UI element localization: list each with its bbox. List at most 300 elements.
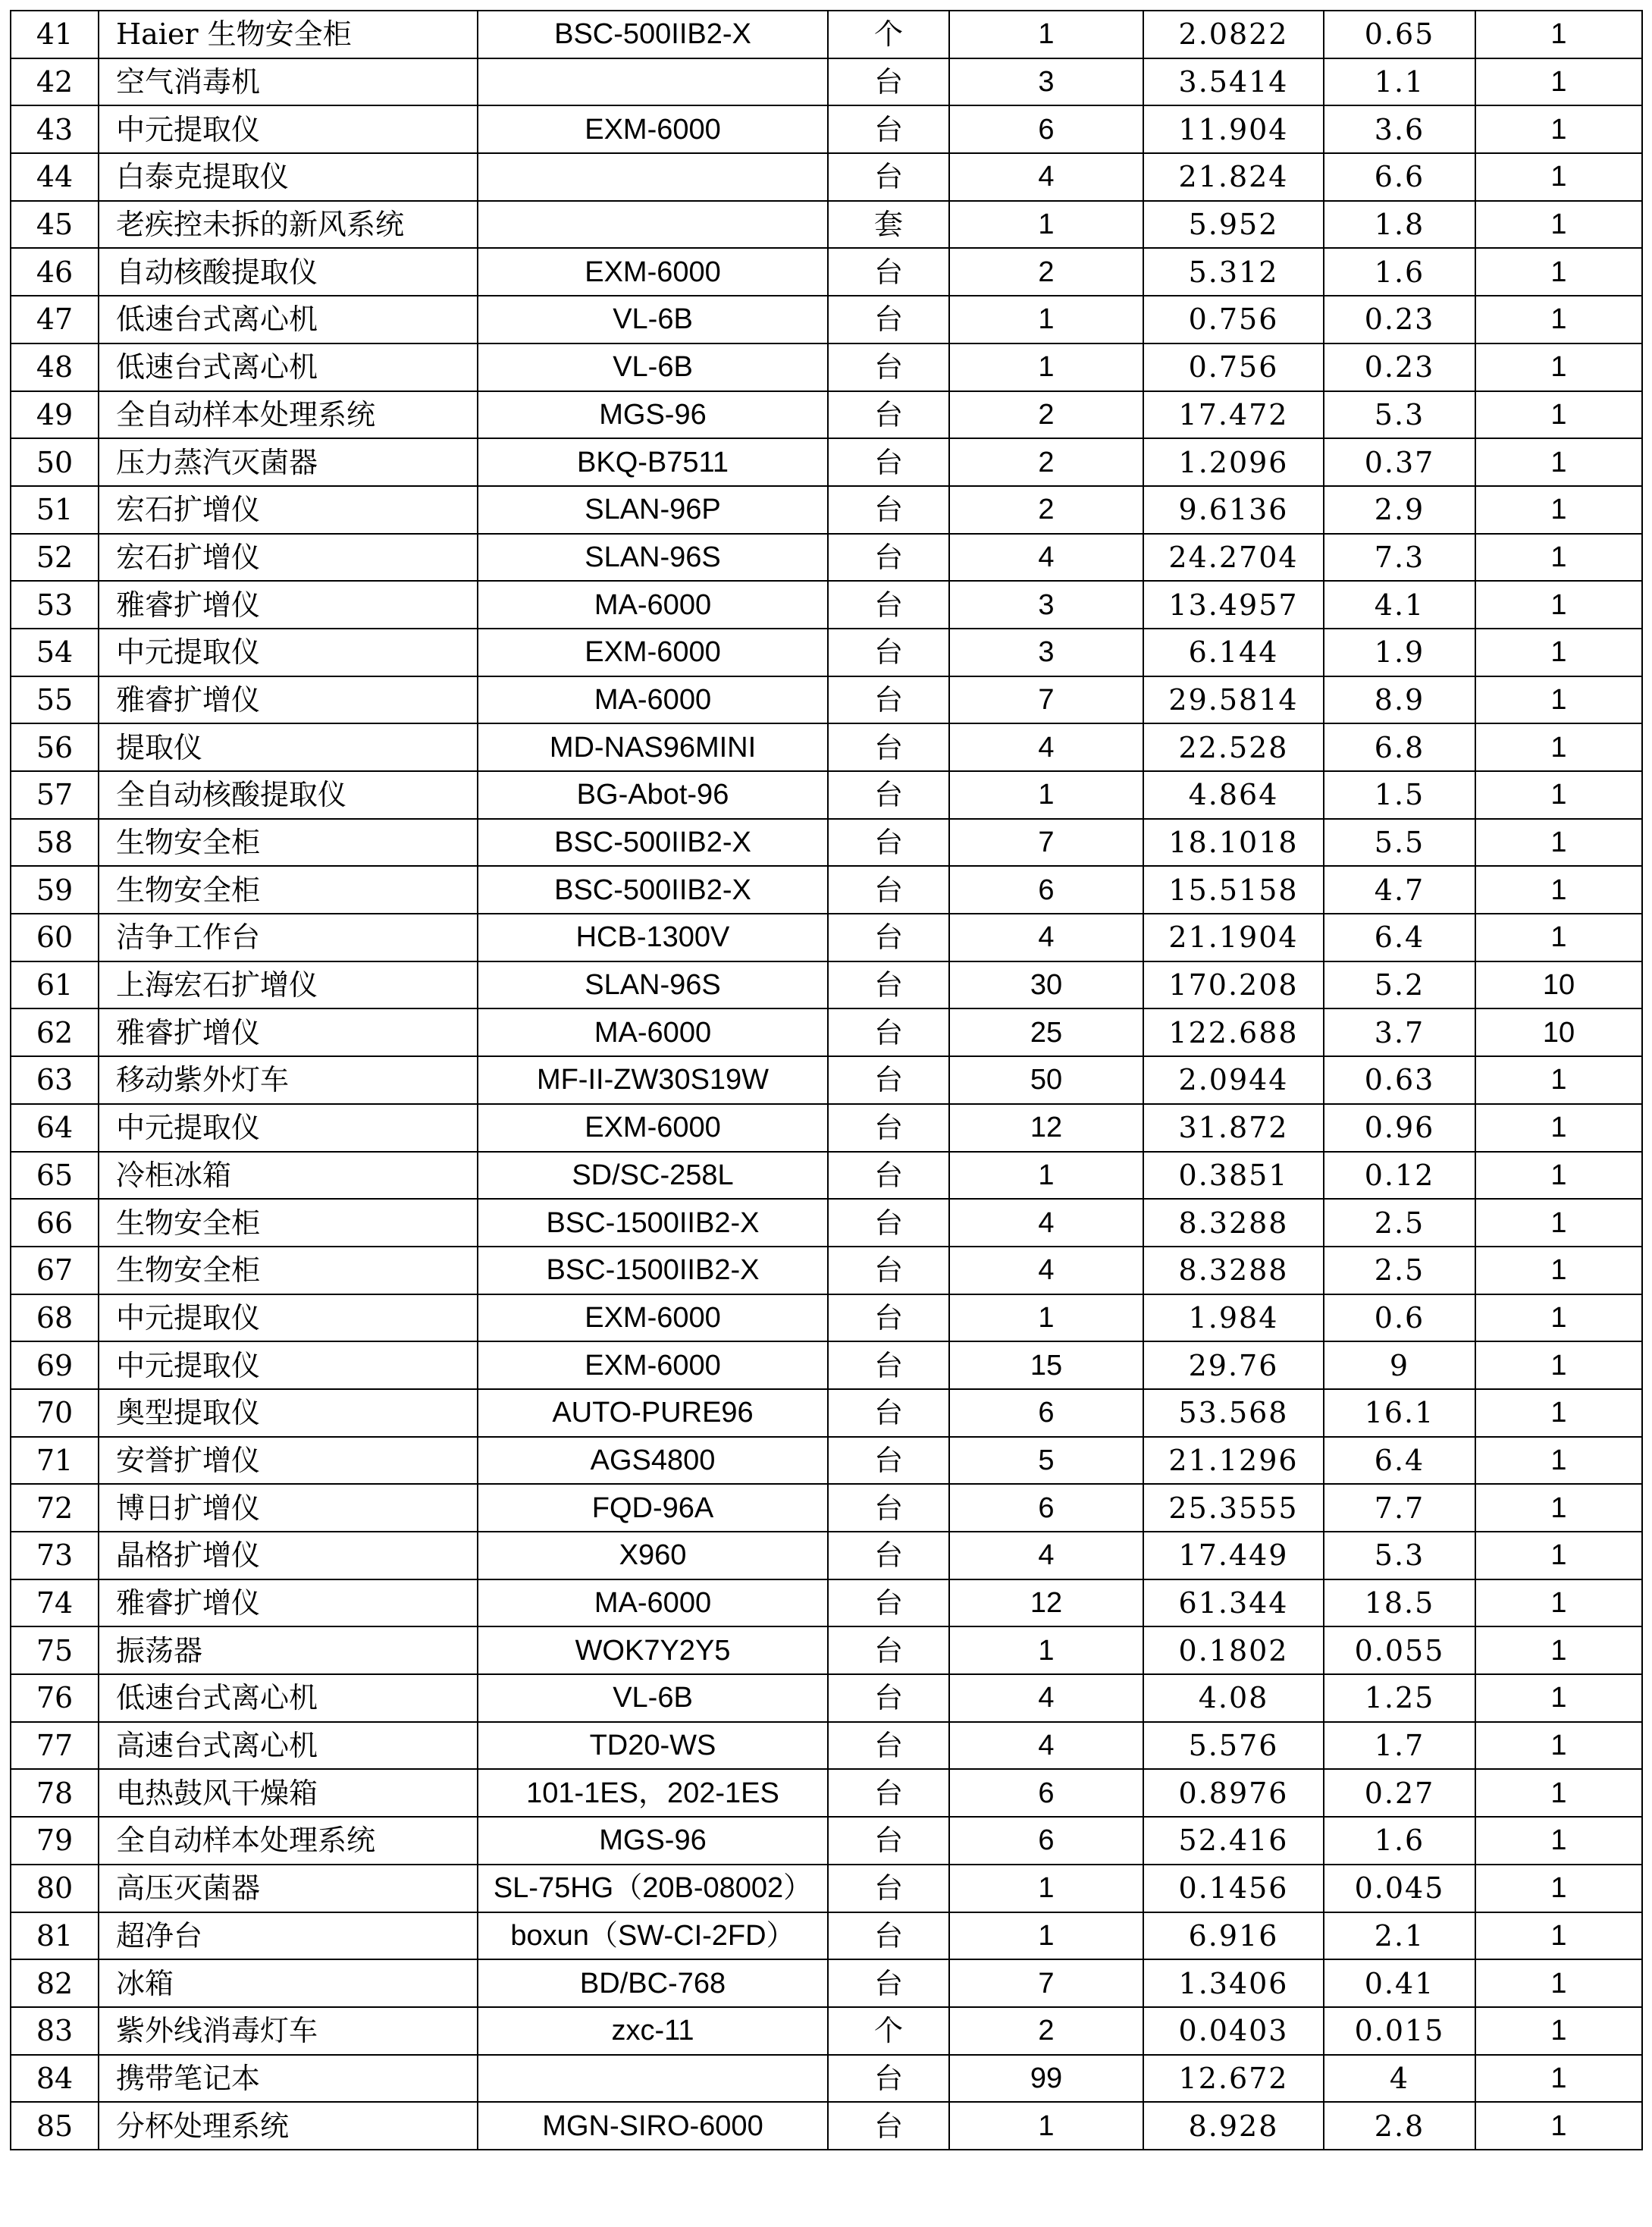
value-1-cell: 6.144 (1143, 629, 1324, 676)
unit-cell: 台 (828, 1294, 949, 1342)
model-number-cell: MF-II-ZW30S19W (478, 1056, 828, 1104)
row-number-cell: 50 (11, 438, 99, 486)
unit-cell: 台 (828, 1674, 949, 1722)
row-number-cell: 51 (11, 486, 99, 534)
model-number-cell: EXM-6000 (478, 1341, 828, 1389)
model-number-cell: BD/BC-768 (478, 1959, 828, 2007)
row-number-cell: 80 (11, 1865, 99, 1912)
last-column-cell: 1 (1475, 343, 1642, 391)
quantity-cell: 2 (949, 438, 1143, 486)
last-column-cell: 1 (1475, 1674, 1642, 1722)
model-number-cell: BSC-500IIB2-X (478, 819, 828, 867)
equipment-name-cell: 上海宏石扩增仪 (99, 961, 478, 1009)
unit-cell: 台 (828, 1912, 949, 1960)
model-number-cell: boxun（SW-CI-2FD） (478, 1912, 828, 1960)
table-row (11, 201, 1642, 249)
value-2-cell: 2.5 (1324, 1199, 1475, 1247)
table-row (11, 486, 1642, 534)
quantity-cell: 3 (949, 629, 1143, 676)
quantity-cell: 4 (949, 914, 1143, 961)
table-row (11, 1056, 1642, 1104)
value-1-cell: 6.916 (1143, 1912, 1324, 1960)
quantity-cell: 4 (949, 1199, 1143, 1247)
equipment-name-cell: 提取仪 (99, 723, 478, 771)
model-number-cell: MA-6000 (478, 1008, 828, 1056)
value-2-cell: 1.6 (1324, 248, 1475, 296)
value-1-cell: 8.928 (1143, 2102, 1324, 2150)
quantity-cell: 1 (949, 1152, 1143, 1200)
quantity-cell: 50 (949, 1056, 1143, 1104)
unit-cell: 台 (828, 819, 949, 867)
quantity-cell: 4 (949, 1532, 1143, 1579)
row-number-cell: 66 (11, 1199, 99, 1247)
table-row (11, 1722, 1642, 1770)
last-column-cell: 1 (1475, 1341, 1642, 1389)
model-number-cell: EXM-6000 (478, 1104, 828, 1152)
model-number-cell: TD20-WS (478, 1722, 828, 1770)
row-number-cell: 42 (11, 58, 99, 106)
value-1-cell: 21.1296 (1143, 1437, 1324, 1485)
quantity-cell: 99 (949, 2055, 1143, 2103)
unit-cell: 台 (828, 105, 949, 153)
value-2-cell: 0.6 (1324, 1294, 1475, 1342)
unit-cell: 台 (828, 1247, 949, 1294)
last-column-cell: 1 (1475, 1912, 1642, 1960)
value-2-cell: 16.1 (1324, 1389, 1475, 1437)
equipment-table (10, 10, 1643, 2150)
value-2-cell: 6.8 (1324, 723, 1475, 771)
value-2-cell: 5.5 (1324, 819, 1475, 867)
value-2-cell: 2.8 (1324, 2102, 1475, 2150)
model-number-cell: EXM-6000 (478, 105, 828, 153)
equipment-name-cell: 电热鼓风干燥箱 (99, 1769, 478, 1817)
equipment-name-cell: 中元提取仪 (99, 1341, 478, 1389)
equipment-name-cell: 宏石扩增仪 (99, 486, 478, 534)
value-1-cell: 1.2096 (1143, 438, 1324, 486)
last-column-cell: 10 (1475, 961, 1642, 1009)
row-number-cell: 45 (11, 201, 99, 249)
quantity-cell: 1 (949, 296, 1143, 343)
equipment-name-cell: 中元提取仪 (99, 105, 478, 153)
last-column-cell: 1 (1475, 438, 1642, 486)
equipment-name-cell: 全自动样本处理系统 (99, 391, 478, 439)
last-column-cell: 1 (1475, 1199, 1642, 1247)
last-column-cell: 1 (1475, 771, 1642, 819)
value-1-cell: 5.576 (1143, 1722, 1324, 1770)
row-number-cell: 78 (11, 1769, 99, 1817)
value-1-cell: 4.08 (1143, 1674, 1324, 1722)
quantity-cell: 7 (949, 676, 1143, 724)
model-number-cell (478, 2055, 828, 2103)
value-1-cell: 0.1456 (1143, 1865, 1324, 1912)
quantity-cell: 5 (949, 1437, 1143, 1485)
row-number-cell: 62 (11, 1008, 99, 1056)
model-number-cell: MD-NAS96MINI (478, 723, 828, 771)
value-2-cell: 0.96 (1324, 1104, 1475, 1152)
quantity-cell: 4 (949, 534, 1143, 582)
equipment-name-cell: 全自动样本处理系统 (99, 1817, 478, 1865)
table-row (11, 11, 1642, 58)
row-number-cell: 46 (11, 248, 99, 296)
equipment-name-cell: 振荡器 (99, 1626, 478, 1674)
equipment-name-cell: 分杯处理系统 (99, 2102, 478, 2150)
quantity-cell: 4 (949, 1722, 1143, 1770)
quantity-cell: 1 (949, 1294, 1143, 1342)
table-row (11, 1817, 1642, 1865)
row-number-cell: 57 (11, 771, 99, 819)
equipment-name-cell: Haier 生物安全柜 (99, 11, 478, 58)
row-number-cell: 77 (11, 1722, 99, 1770)
value-2-cell: 0.65 (1324, 11, 1475, 58)
equipment-name-cell: 高压灭菌器 (99, 1865, 478, 1912)
last-column-cell: 1 (1475, 2102, 1642, 2150)
equipment-name-cell: 空气消毒机 (99, 58, 478, 106)
value-1-cell: 0.1802 (1143, 1626, 1324, 1674)
unit-cell: 台 (828, 534, 949, 582)
model-number-cell: BSC-500IIB2-X (478, 11, 828, 58)
quantity-cell: 3 (949, 58, 1143, 106)
row-number-cell: 55 (11, 676, 99, 724)
equipment-name-cell: 低速台式离心机 (99, 1674, 478, 1722)
quantity-cell: 2 (949, 486, 1143, 534)
last-column-cell: 1 (1475, 58, 1642, 106)
last-column-cell: 1 (1475, 1294, 1642, 1342)
quantity-cell: 6 (949, 105, 1143, 153)
table-row (11, 819, 1642, 867)
unit-cell: 台 (828, 771, 949, 819)
table-row (11, 1247, 1642, 1294)
unit-cell: 台 (828, 1341, 949, 1389)
table-row (11, 961, 1642, 1009)
unit-cell: 台 (828, 153, 949, 201)
quantity-cell: 1 (949, 201, 1143, 249)
unit-cell: 台 (828, 723, 949, 771)
value-2-cell: 0.37 (1324, 438, 1475, 486)
model-number-cell (478, 58, 828, 106)
row-number-cell: 64 (11, 1104, 99, 1152)
last-column-cell: 1 (1475, 914, 1642, 961)
value-1-cell: 52.416 (1143, 1817, 1324, 1865)
unit-cell: 台 (828, 343, 949, 391)
model-number-cell: WOK7Y2Y5 (478, 1626, 828, 1674)
row-number-cell: 75 (11, 1626, 99, 1674)
last-column-cell: 1 (1475, 1247, 1642, 1294)
last-column-cell: 1 (1475, 866, 1642, 914)
model-number-cell: BSC-1500IIB2-X (478, 1199, 828, 1247)
table-row (11, 58, 1642, 106)
model-number-cell: MGN-SIRO-6000 (478, 2102, 828, 2150)
unit-cell: 台 (828, 1865, 949, 1912)
unit-cell: 个 (828, 11, 949, 58)
value-2-cell: 2.1 (1324, 1912, 1475, 1960)
model-number-cell: SD/SC-258L (478, 1152, 828, 1200)
value-2-cell: 9 (1324, 1341, 1475, 1389)
table-row (11, 771, 1642, 819)
table-row (11, 1199, 1642, 1247)
model-number-cell: SLAN-96S (478, 534, 828, 582)
value-2-cell: 1.5 (1324, 771, 1475, 819)
table-row (11, 629, 1642, 676)
equipment-name-cell: 超净台 (99, 1912, 478, 1960)
table-row (11, 1865, 1642, 1912)
value-1-cell: 2.0822 (1143, 11, 1324, 58)
table-row (11, 1579, 1642, 1627)
row-number-cell: 71 (11, 1437, 99, 1485)
unit-cell: 台 (828, 248, 949, 296)
value-1-cell: 18.1018 (1143, 819, 1324, 867)
value-1-cell: 5.312 (1143, 248, 1324, 296)
model-number-cell: AUTO-PURE96 (478, 1389, 828, 1437)
value-1-cell: 22.528 (1143, 723, 1324, 771)
equipment-name-cell: 博日扩增仪 (99, 1484, 478, 1532)
equipment-name-cell: 压力蒸汽灭菌器 (99, 438, 478, 486)
unit-cell: 台 (828, 1579, 949, 1627)
last-column-cell: 1 (1475, 201, 1642, 249)
quantity-cell: 25 (949, 1008, 1143, 1056)
row-number-cell: 53 (11, 581, 99, 629)
last-column-cell: 1 (1475, 248, 1642, 296)
unit-cell: 台 (828, 391, 949, 439)
value-2-cell: 5.3 (1324, 391, 1475, 439)
value-1-cell: 21.1904 (1143, 914, 1324, 961)
value-2-cell: 2.5 (1324, 1247, 1475, 1294)
table-row (11, 723, 1642, 771)
value-1-cell: 21.824 (1143, 153, 1324, 201)
equipment-name-cell: 雅睿扩增仪 (99, 676, 478, 724)
value-2-cell: 1.6 (1324, 1817, 1475, 1865)
unit-cell: 套 (828, 201, 949, 249)
unit-cell: 台 (828, 1532, 949, 1579)
last-column-cell: 1 (1475, 105, 1642, 153)
table-row (11, 248, 1642, 296)
last-column-cell: 1 (1475, 1626, 1642, 1674)
value-1-cell: 122.688 (1143, 1008, 1324, 1056)
value-2-cell: 6.4 (1324, 1437, 1475, 1485)
equipment-name-cell: 生物安全柜 (99, 819, 478, 867)
unit-cell: 台 (828, 1769, 949, 1817)
row-number-cell: 67 (11, 1247, 99, 1294)
row-number-cell: 72 (11, 1484, 99, 1532)
quantity-cell: 2 (949, 248, 1143, 296)
table-row (11, 1959, 1642, 2007)
equipment-name-cell: 晶格扩增仪 (99, 1532, 478, 1579)
last-column-cell: 1 (1475, 723, 1642, 771)
row-number-cell: 41 (11, 11, 99, 58)
value-1-cell: 0.3851 (1143, 1152, 1324, 1200)
value-2-cell: 5.2 (1324, 961, 1475, 1009)
equipment-name-cell: 低速台式离心机 (99, 343, 478, 391)
value-2-cell: 8.9 (1324, 676, 1475, 724)
row-number-cell: 63 (11, 1056, 99, 1104)
value-1-cell: 61.344 (1143, 1579, 1324, 1627)
last-column-cell: 1 (1475, 296, 1642, 343)
last-column-cell: 1 (1475, 819, 1642, 867)
value-1-cell: 3.5414 (1143, 58, 1324, 106)
quantity-cell: 2 (949, 2007, 1143, 2055)
quantity-cell: 6 (949, 1769, 1143, 1817)
last-column-cell: 1 (1475, 1579, 1642, 1627)
value-1-cell: 2.0944 (1143, 1056, 1324, 1104)
table-row (11, 1104, 1642, 1152)
row-number-cell: 56 (11, 723, 99, 771)
table-row (11, 296, 1642, 343)
value-1-cell: 9.6136 (1143, 486, 1324, 534)
equipment-name-cell: 中元提取仪 (99, 1294, 478, 1342)
unit-cell: 台 (828, 629, 949, 676)
value-1-cell: 17.449 (1143, 1532, 1324, 1579)
last-column-cell: 1 (1475, 676, 1642, 724)
last-column-cell: 1 (1475, 153, 1642, 201)
table-row (11, 391, 1642, 439)
model-number-cell: MA-6000 (478, 581, 828, 629)
unit-cell: 台 (828, 1722, 949, 1770)
value-2-cell: 6.4 (1324, 914, 1475, 961)
value-1-cell: 0.756 (1143, 343, 1324, 391)
last-column-cell: 1 (1475, 534, 1642, 582)
equipment-name-cell: 携带笔记本 (99, 2055, 478, 2103)
model-number-cell: X960 (478, 1532, 828, 1579)
value-2-cell: 0.23 (1324, 343, 1475, 391)
last-column-cell: 1 (1475, 486, 1642, 534)
equipment-name-cell: 洁争工作台 (99, 914, 478, 961)
unit-cell: 台 (828, 1152, 949, 1200)
value-2-cell: 7.3 (1324, 534, 1475, 582)
unit-cell: 台 (828, 1056, 949, 1104)
quantity-cell: 4 (949, 1674, 1143, 1722)
table-row (11, 1341, 1642, 1389)
value-1-cell: 170.208 (1143, 961, 1324, 1009)
value-2-cell: 3.7 (1324, 1008, 1475, 1056)
quantity-cell: 15 (949, 1341, 1143, 1389)
unit-cell: 台 (828, 2055, 949, 2103)
model-number-cell: SLAN-96P (478, 486, 828, 534)
model-number-cell: zxc-11 (478, 2007, 828, 2055)
row-number-cell: 60 (11, 914, 99, 961)
row-number-cell: 76 (11, 1674, 99, 1722)
row-number-cell: 81 (11, 1912, 99, 1960)
equipment-name-cell: 低速台式离心机 (99, 296, 478, 343)
model-number-cell: EXM-6000 (478, 1294, 828, 1342)
value-2-cell: 0.045 (1324, 1865, 1475, 1912)
quantity-cell: 1 (949, 771, 1143, 819)
value-1-cell: 8.3288 (1143, 1247, 1324, 1294)
table-row (11, 1484, 1642, 1532)
value-1-cell: 17.472 (1143, 391, 1324, 439)
last-column-cell: 1 (1475, 1056, 1642, 1104)
equipment-name-cell: 雅睿扩增仪 (99, 1008, 478, 1056)
value-2-cell: 1.7 (1324, 1722, 1475, 1770)
unit-cell: 台 (828, 961, 949, 1009)
unit-cell: 台 (828, 581, 949, 629)
value-1-cell: 0.756 (1143, 296, 1324, 343)
quantity-cell: 4 (949, 1247, 1143, 1294)
value-1-cell: 5.952 (1143, 201, 1324, 249)
unit-cell: 台 (828, 1389, 949, 1437)
table-row (11, 1008, 1642, 1056)
table-row (11, 1294, 1642, 1342)
table-row (11, 914, 1642, 961)
table-row (11, 2055, 1642, 2103)
value-1-cell: 24.2704 (1143, 534, 1324, 582)
value-2-cell: 1.25 (1324, 1674, 1475, 1722)
unit-cell: 台 (828, 58, 949, 106)
value-1-cell: 0.0403 (1143, 2007, 1324, 2055)
quantity-cell: 6 (949, 866, 1143, 914)
value-2-cell: 2.9 (1324, 486, 1475, 534)
last-column-cell: 1 (1475, 2055, 1642, 2103)
last-column-cell: 1 (1475, 1484, 1642, 1532)
unit-cell: 台 (828, 1104, 949, 1152)
model-number-cell: VL-6B (478, 296, 828, 343)
model-number-cell: 101-1ES，202-1ES (478, 1769, 828, 1817)
last-column-cell: 1 (1475, 581, 1642, 629)
row-number-cell: 83 (11, 2007, 99, 2055)
row-number-cell: 82 (11, 1959, 99, 2007)
quantity-cell: 6 (949, 1484, 1143, 1532)
row-number-cell: 68 (11, 1294, 99, 1342)
value-2-cell: 3.6 (1324, 105, 1475, 153)
unit-cell: 台 (828, 1626, 949, 1674)
unit-cell: 台 (828, 1817, 949, 1865)
quantity-cell: 30 (949, 961, 1143, 1009)
equipment-name-cell: 老疾控未拆的新风系统 (99, 201, 478, 249)
value-1-cell: 31.872 (1143, 1104, 1324, 1152)
last-column-cell: 1 (1475, 1437, 1642, 1485)
row-number-cell: 85 (11, 2102, 99, 2150)
value-1-cell: 11.904 (1143, 105, 1324, 153)
quantity-cell: 12 (949, 1579, 1143, 1627)
value-1-cell: 13.4957 (1143, 581, 1324, 629)
row-number-cell: 43 (11, 105, 99, 153)
table-row (11, 2007, 1642, 2055)
table-row (11, 105, 1642, 153)
quantity-cell: 3 (949, 581, 1143, 629)
unit-cell: 台 (828, 2102, 949, 2150)
model-number-cell: EXM-6000 (478, 248, 828, 296)
table-row (11, 1912, 1642, 1960)
quantity-cell: 2 (949, 391, 1143, 439)
row-number-cell: 54 (11, 629, 99, 676)
model-number-cell: AGS4800 (478, 1437, 828, 1485)
quantity-cell: 1 (949, 1626, 1143, 1674)
quantity-cell: 7 (949, 819, 1143, 867)
table-row (11, 438, 1642, 486)
quantity-cell: 12 (949, 1104, 1143, 1152)
quantity-cell: 4 (949, 723, 1143, 771)
table-row (11, 1769, 1642, 1817)
table-row (11, 2102, 1642, 2150)
row-number-cell: 69 (11, 1341, 99, 1389)
unit-cell: 台 (828, 1437, 949, 1485)
table-row (11, 534, 1642, 582)
last-column-cell: 1 (1475, 629, 1642, 676)
value-1-cell: 8.3288 (1143, 1199, 1324, 1247)
value-1-cell: 29.76 (1143, 1341, 1324, 1389)
model-number-cell: SLAN-96S (478, 961, 828, 1009)
equipment-name-cell: 中元提取仪 (99, 629, 478, 676)
model-number-cell: VL-6B (478, 343, 828, 391)
row-number-cell: 65 (11, 1152, 99, 1200)
value-2-cell: 1.8 (1324, 201, 1475, 249)
row-number-cell: 47 (11, 296, 99, 343)
last-column-cell: 1 (1475, 1389, 1642, 1437)
row-number-cell: 61 (11, 961, 99, 1009)
value-2-cell: 0.27 (1324, 1769, 1475, 1817)
model-number-cell: BSC-500IIB2-X (478, 866, 828, 914)
value-2-cell: 4 (1324, 2055, 1475, 2103)
value-1-cell: 12.672 (1143, 2055, 1324, 2103)
equipment-name-cell: 宏石扩增仪 (99, 534, 478, 582)
